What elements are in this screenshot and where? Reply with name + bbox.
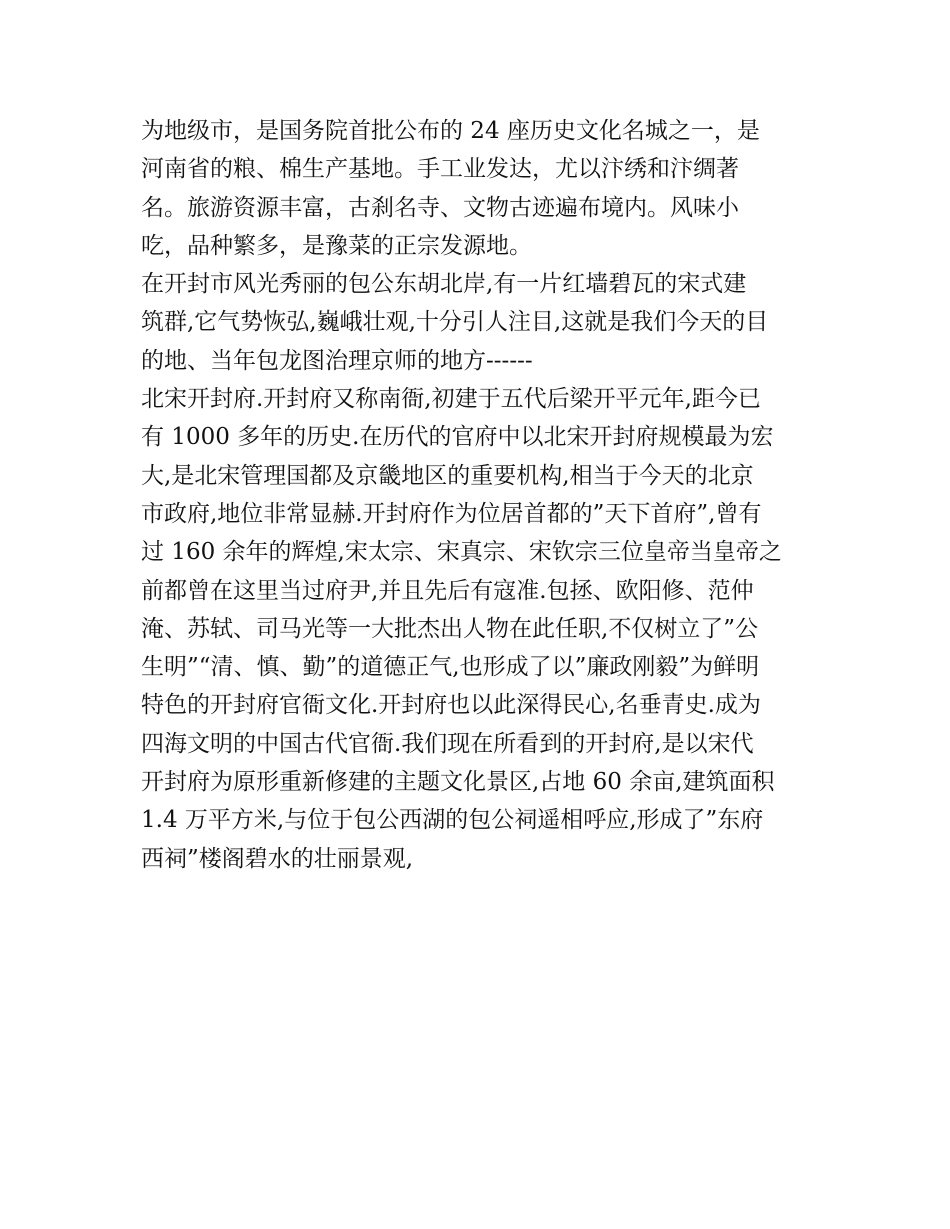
text-line: 淹、苏轼、司马光等一大批杰出人物在此任职,不仅树立了”公 bbox=[141, 615, 759, 642]
text-line: 吃，品种繁多，是豫菜的正宗发源地。 bbox=[141, 232, 532, 259]
text-line: 过 160 余年的辉煌,宋太宗、宋真宗、宋钦宗三位皇帝当皇帝之 bbox=[141, 539, 782, 566]
text-line: 北宋开封府.开封府又称南衙,初建于五代后梁开平元年,距今已 bbox=[141, 386, 761, 413]
text-line: 开封府为原形重新修建的主题文化景区,占地 60 余亩,建筑面积 bbox=[141, 769, 775, 796]
text-line: 市政府,地位非常显赫.开封府作为位居首都的”天下首府”,曾有 bbox=[141, 500, 762, 527]
text-line: 1.4 万平方米,与位于包公西湖的包公祠遥相呼应,形成了”东府 bbox=[141, 807, 764, 834]
text-line: 筑群,它气势恢弘,巍峨壮观,十分引人注目,这就是我们今天的目 bbox=[141, 309, 769, 336]
text-line: 四海文明的中国古代官衙.我们现在所看到的开封府,是以宋代 bbox=[141, 730, 754, 757]
text-line: 特色的开封府官衙文化.开封府也以此深得民心,名垂青史.成为 bbox=[141, 692, 761, 719]
text-line: 西祠”楼阁碧水的壮丽景观, bbox=[141, 845, 414, 872]
text-line: 大,是北宋管理国都及京畿地区的重要机构,相当于今天的北京 bbox=[141, 462, 754, 489]
text-line: 名。旅游资源丰富，古刹名寺、文物古迹遍布境内。风味小 bbox=[141, 194, 739, 221]
text-line: 前都曾在这里当过府尹,并且先后有寇准.包拯、欧阳修、范仲 bbox=[141, 577, 754, 604]
body-text bbox=[141, 112, 813, 878]
text-line: 的地、当年包龙图治理京师的地方------ bbox=[141, 347, 533, 374]
text-line: 生明”“清、慎、勤”的道德正气,也形成了以”廉政刚毅”为鲜明 bbox=[141, 654, 760, 681]
text-line: 河南省的粮、棉生产基地。手工业发达，尤以汴绣和汴绸著 bbox=[141, 156, 739, 183]
text-line: 为地级市，是国务院首批公布的 24 座历史文化名城之一，是 bbox=[141, 118, 760, 144]
text-line: 在开封市风光秀丽的包公东胡北岸,有一片红墙碧瓦的宋式建 bbox=[141, 271, 747, 298]
text-line: 有 1000 多年的历史.在历代的官府中以北宋开封府规模最为宏 bbox=[141, 424, 774, 451]
